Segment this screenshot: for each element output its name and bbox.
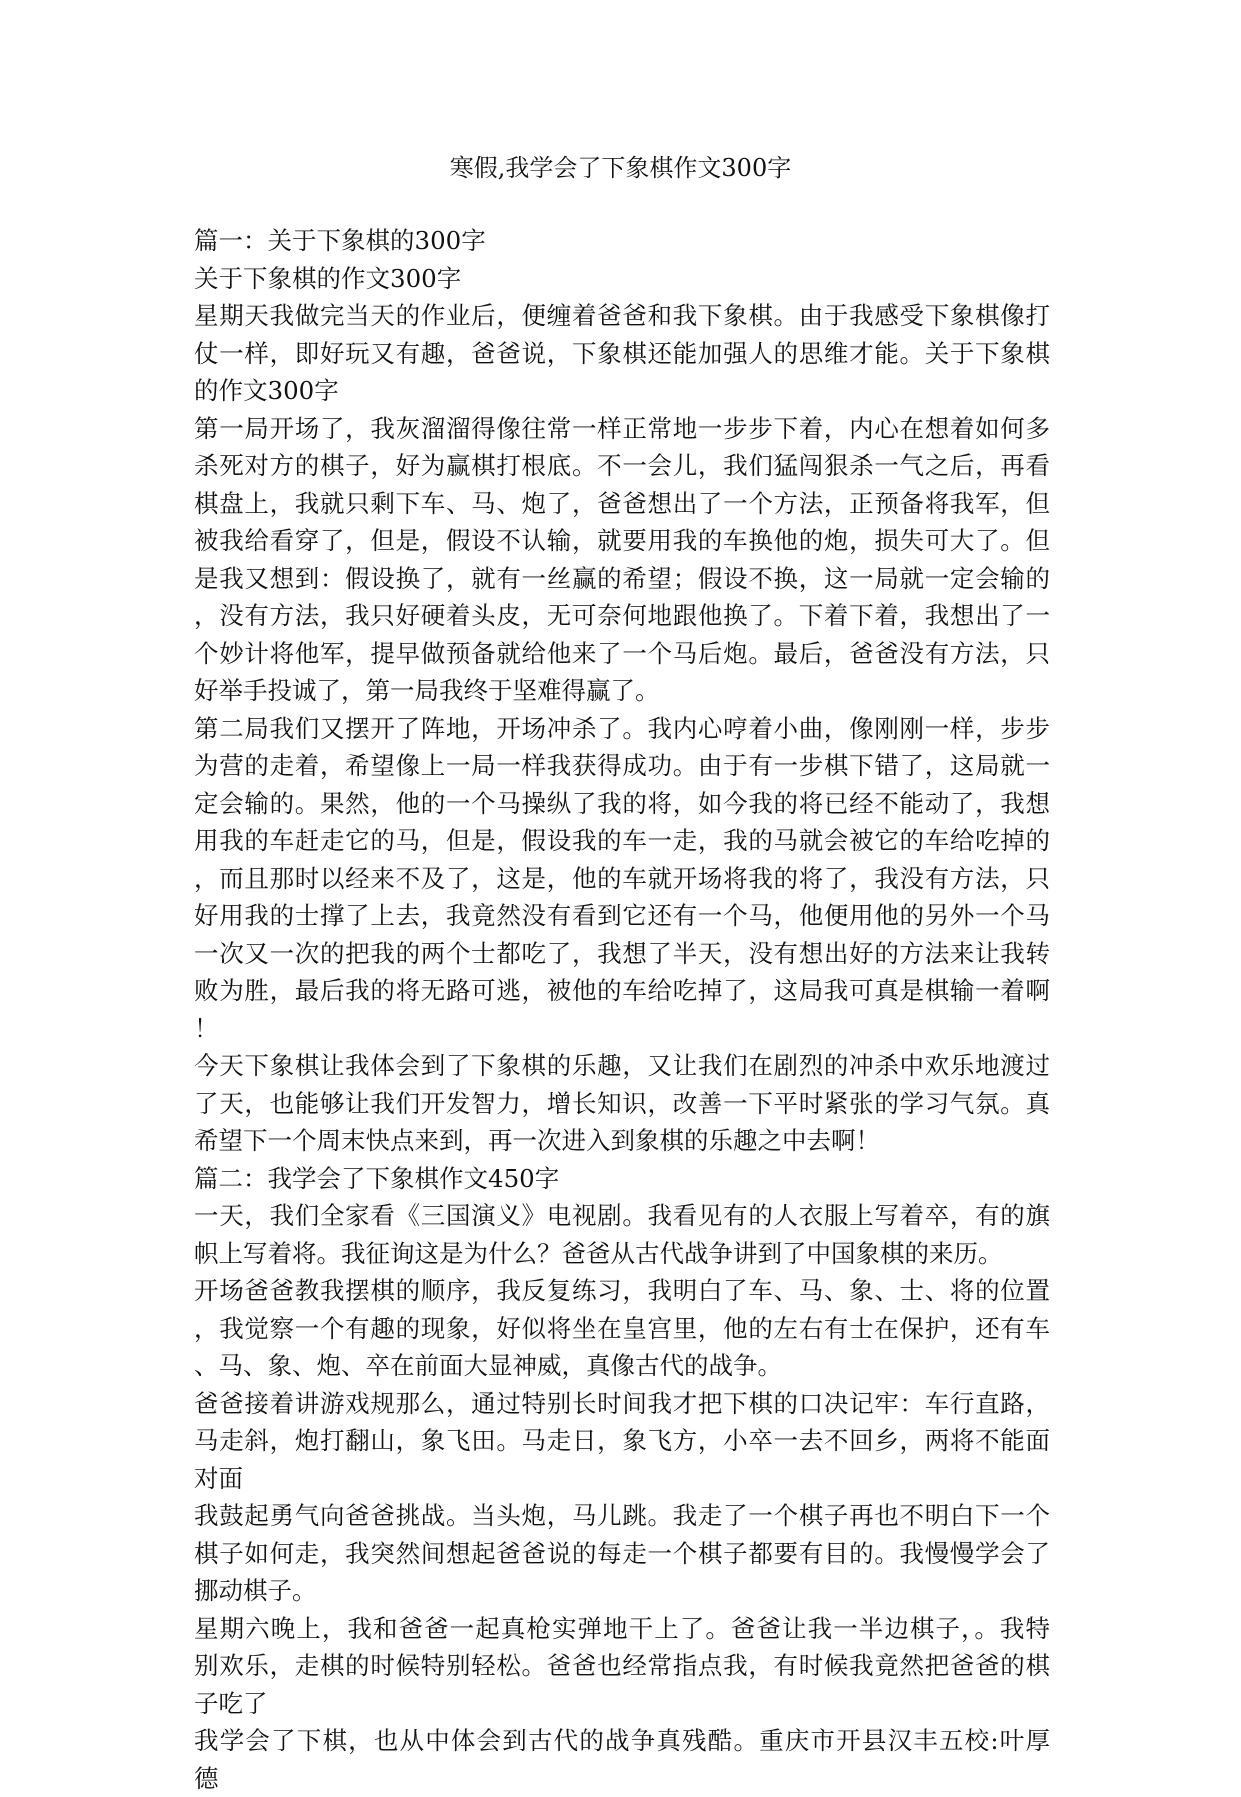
text-line: 帜上写着将。我征询这是为什么？爸爸从古代战争讲到了中国象棋的来历。 (194, 1235, 1050, 1273)
text-line: 一次又一次的把我的两个士都吃了，我想了半天，没有想出好的方法来让我转 (194, 935, 1050, 973)
text-line: ，而且那时以经来不及了，这是，他的车就开场将我的将了，我没有方法，只 (194, 860, 1050, 898)
text-line: 我鼓起勇气向爸爸挑战。当头炮，马儿跳。我走了一个棋子再也不明白下一个 (194, 1497, 1050, 1535)
text-line: 我学会了下棋，也从中体会到古代的战争真残酷。重庆市开县汉丰五校:叶厚 (194, 1722, 1050, 1760)
document-body (194, 222, 1050, 1797)
text-line: 了天，也能够让我们开发智力，增长知识，改善一下平时紧张的学习气氛。真 (194, 1085, 1050, 1123)
text-line: 棋盘上，我就只剩下车、马、炮了，爸爸想出了一个方法，正预备将我军，但 (194, 485, 1050, 523)
text-line: 希望下一个周末快点来到，再一次进入到象棋的乐趣之中去啊！ (194, 1122, 1050, 1160)
text-line: 的作文300字 (194, 372, 1050, 410)
text-line: 子吃了 (194, 1685, 1050, 1723)
text-line: 马走斜，炮打翻山，象飞田。马走日，象飞方，小卒一去不回乡，两将不能面 (194, 1422, 1050, 1460)
text-line: 今天下象棋让我体会到了下象棋的乐趣，又让我们在剧烈的冲杀中欢乐地渡过 (194, 1047, 1050, 1085)
text-line: 一天，我们全家看《三国演义》电视剧。我看见有的人衣服上写着卒，有的旗 (194, 1197, 1050, 1235)
text-line: 、马、象、炮、卒在前面大显神威，真像古代的战争。 (194, 1347, 1050, 1385)
text-line: 个妙计将他军，提早做预备就给他来了一个马后炮。最后，爸爸没有方法，只 (194, 635, 1050, 673)
text-line: 第二局我们又摆开了阵地，开场冲杀了。我内心哼着小曲，像刚刚一样，步步 (194, 710, 1050, 748)
text-line: 别欢乐，走棋的时候特别轻松。爸爸也经常指点我，有时候我竟然把爸爸的棋 (194, 1647, 1050, 1685)
text-line: 开场爸爸教我摆棋的顺序，我反复练习，我明白了车、马、象、士、将的位置 (194, 1272, 1050, 1310)
text-line: 杀死对方的棋子，好为赢棋打根底。不一会儿，我们猛闯狠杀一气之后，再看 (194, 447, 1050, 485)
text-line: 败为胜，最后我的将无路可逃，被他的车给吃掉了，这局我可真是棋输一着啊 (194, 972, 1050, 1010)
text-line: 为营的走着，希望像上一局一样我获得成功。由于有一步棋下错了，这局就一 (194, 747, 1050, 785)
text-line: ，没有方法，我只好硬着头皮，无可奈何地跟他换了。下着下着，我想出了一 (194, 597, 1050, 635)
text-line: 是我又想到：假设换了，就有一丝赢的希望；假设不换，这一局就一定会输的 (194, 560, 1050, 598)
text-line: 挪动棋子。 (194, 1572, 1050, 1610)
page-title: 寒假,我学会了下象棋作文300字 (0, 150, 1241, 186)
text-line: 仗一样，即好玩又有趣，爸爸说，下象棋还能加强人的思维才能。关于下象棋 (194, 335, 1050, 373)
text-line: 德 (194, 1760, 1050, 1797)
text-line: 棋子如何走，我突然间想起爸爸说的每走一个棋子都要有目的。我慢慢学会了 (194, 1535, 1050, 1573)
text-line: 爸爸接着讲游戏规那么，通过特别长时间我才把下棋的口决记牢：车行直路， (194, 1385, 1050, 1423)
text-line: 定会输的。果然，他的一个马操纵了我的将，如今我的将已经不能动了，我想 (194, 785, 1050, 823)
text-line: 被我给看穿了，但是，假设不认输，就要用我的车换他的炮，损失可大了。但 (194, 522, 1050, 560)
text-line: 对面 (194, 1460, 1050, 1498)
text-line: ！ (194, 1010, 1050, 1048)
text-line: 好用我的士撑了上去，我竟然没有看到它还有一个马，他便用他的另外一个马 (194, 897, 1050, 935)
text-line: 星期天我做完当天的作业后，便缠着爸爸和我下象棋。由于我感受下象棋像打 (194, 297, 1050, 335)
text-line: 星期六晚上，我和爸爸一起真枪实弹地干上了。爸爸让我一半边棋子，。我特 (194, 1610, 1050, 1648)
text-line: 第一局开场了，我灰溜溜得像往常一样正常地一步步下着，内心在想着如何多 (194, 410, 1050, 448)
text-line: 篇一：关于下象棋的300字 (194, 222, 1050, 260)
text-line: 用我的车赶走它的马，但是，假设我的车一走，我的马就会被它的车给吃掉的 (194, 822, 1050, 860)
text-line: 好举手投诚了，第一局我终于坚难得赢了。 (194, 672, 1050, 710)
text-line: ，我觉察一个有趣的现象，好似将坐在皇宫里，他的左右有士在保护，还有车 (194, 1310, 1050, 1348)
text-line: 关于下象棋的作文300字 (194, 260, 1050, 298)
text-line: 篇二：我学会了下象棋作文450字 (194, 1160, 1050, 1198)
